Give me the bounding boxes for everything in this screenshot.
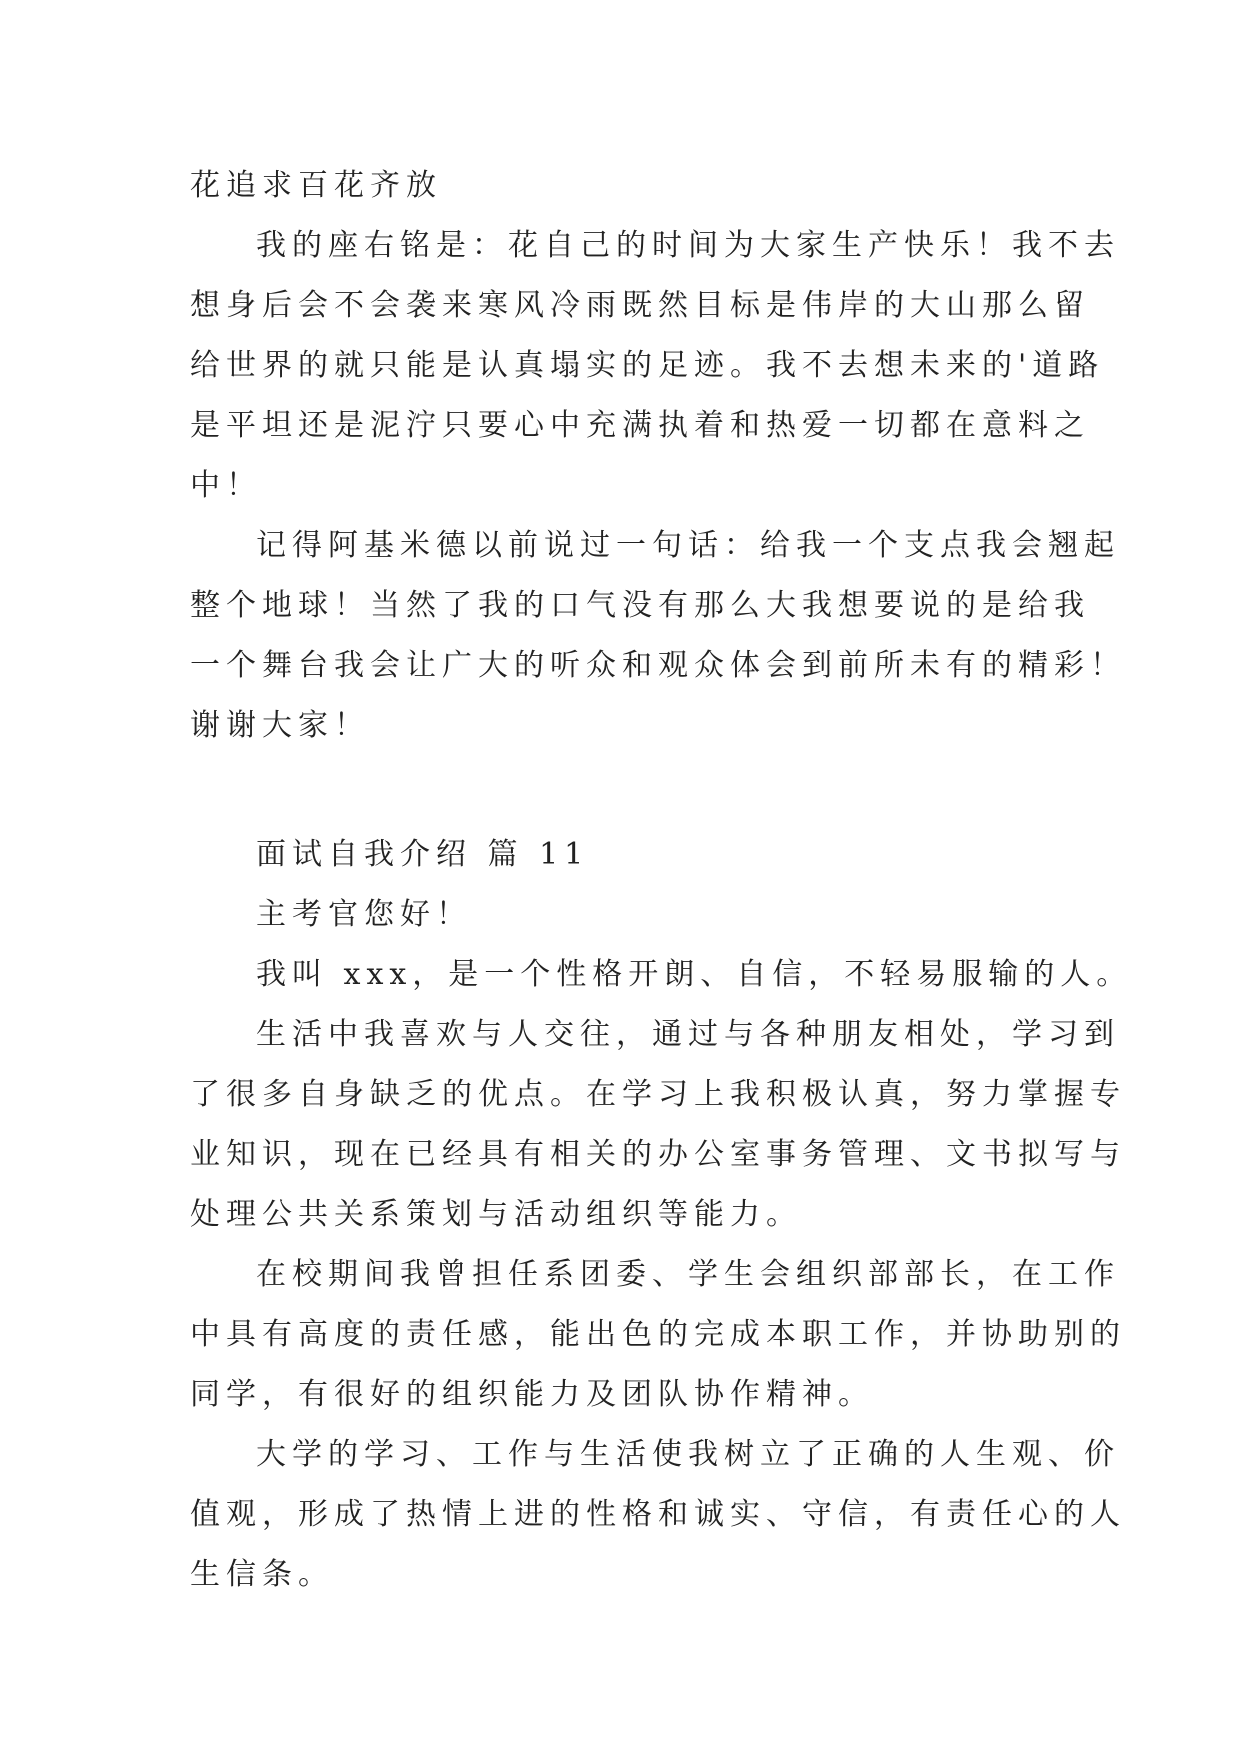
archimedes-paragraph-line: 整个地球！当然了我的口气没有那么大我想要说的是给我 <box>190 588 1090 623</box>
school-paragraph-line: 在校期间我曾担任系团委、学生会组织部部长，在工作 <box>256 1257 1120 1292</box>
continuation-line: 花追求百花齐放 <box>190 168 442 203</box>
school-paragraph-line: 同学，有很好的组织能力及团队协作精神。 <box>190 1377 874 1412</box>
university-paragraph-line: 大学的学习、工作与生活使我树立了正确的人生观、价 <box>256 1437 1120 1472</box>
life-paragraph-line: 了很多自身缺乏的优点。在学习上我积极认真，努力掌握专 <box>190 1077 1126 1112</box>
motto-paragraph-line: 我的座右铭是：花自己的时间为大家生产快乐！我不去 <box>256 228 1120 263</box>
life-paragraph-line: 处理公共关系策划与活动组织等能力。 <box>190 1197 802 1232</box>
motto-paragraph-line: 是平坦还是泥泞只要心中充满执着和热爱一切都在意料之 <box>190 408 1090 443</box>
life-paragraph-line: 业知识，现在已经具有相关的办公室事务管理、文书拟写与 <box>190 1137 1126 1172</box>
university-paragraph-line: 生信条。 <box>190 1557 334 1592</box>
motto-paragraph-line: 想身后会不会袭来寒风冷雨既然目标是伟岸的大山那么留 <box>190 288 1090 323</box>
school-paragraph-line: 中具有高度的责任感，能出色的完成本职工作，并协助别的 <box>190 1317 1126 1352</box>
motto-paragraph-line: 中！ <box>190 468 262 503</box>
intro-line: 我叫 xxx，是一个性格开朗、自信，不轻易服输的人。 <box>256 957 1133 992</box>
greeting-line: 主考官您好！ <box>256 897 472 932</box>
life-paragraph-line: 生活中我喜欢与人交往，通过与各种朋友相处，学习到 <box>256 1017 1120 1052</box>
section-heading: 面试自我介绍 篇 11 <box>256 837 590 872</box>
previous-section-text <box>190 156 1126 756</box>
university-paragraph-line: 值观，形成了热情上进的性格和诚实、守信，有责任心的人 <box>190 1497 1126 1532</box>
archimedes-paragraph-line: 一个舞台我会让广大的听众和观众体会到前所未有的精彩！ <box>190 648 1126 683</box>
section-11-text <box>190 825 1133 1605</box>
motto-paragraph-line: 给世界的就只能是认真塌实的足迹。我不去想未来的'道路 <box>190 348 1105 383</box>
archimedes-paragraph-line: 谢谢大家！ <box>190 708 370 743</box>
archimedes-paragraph-line: 记得阿基米德以前说过一句话：给我一个支点我会翘起 <box>256 528 1120 563</box>
